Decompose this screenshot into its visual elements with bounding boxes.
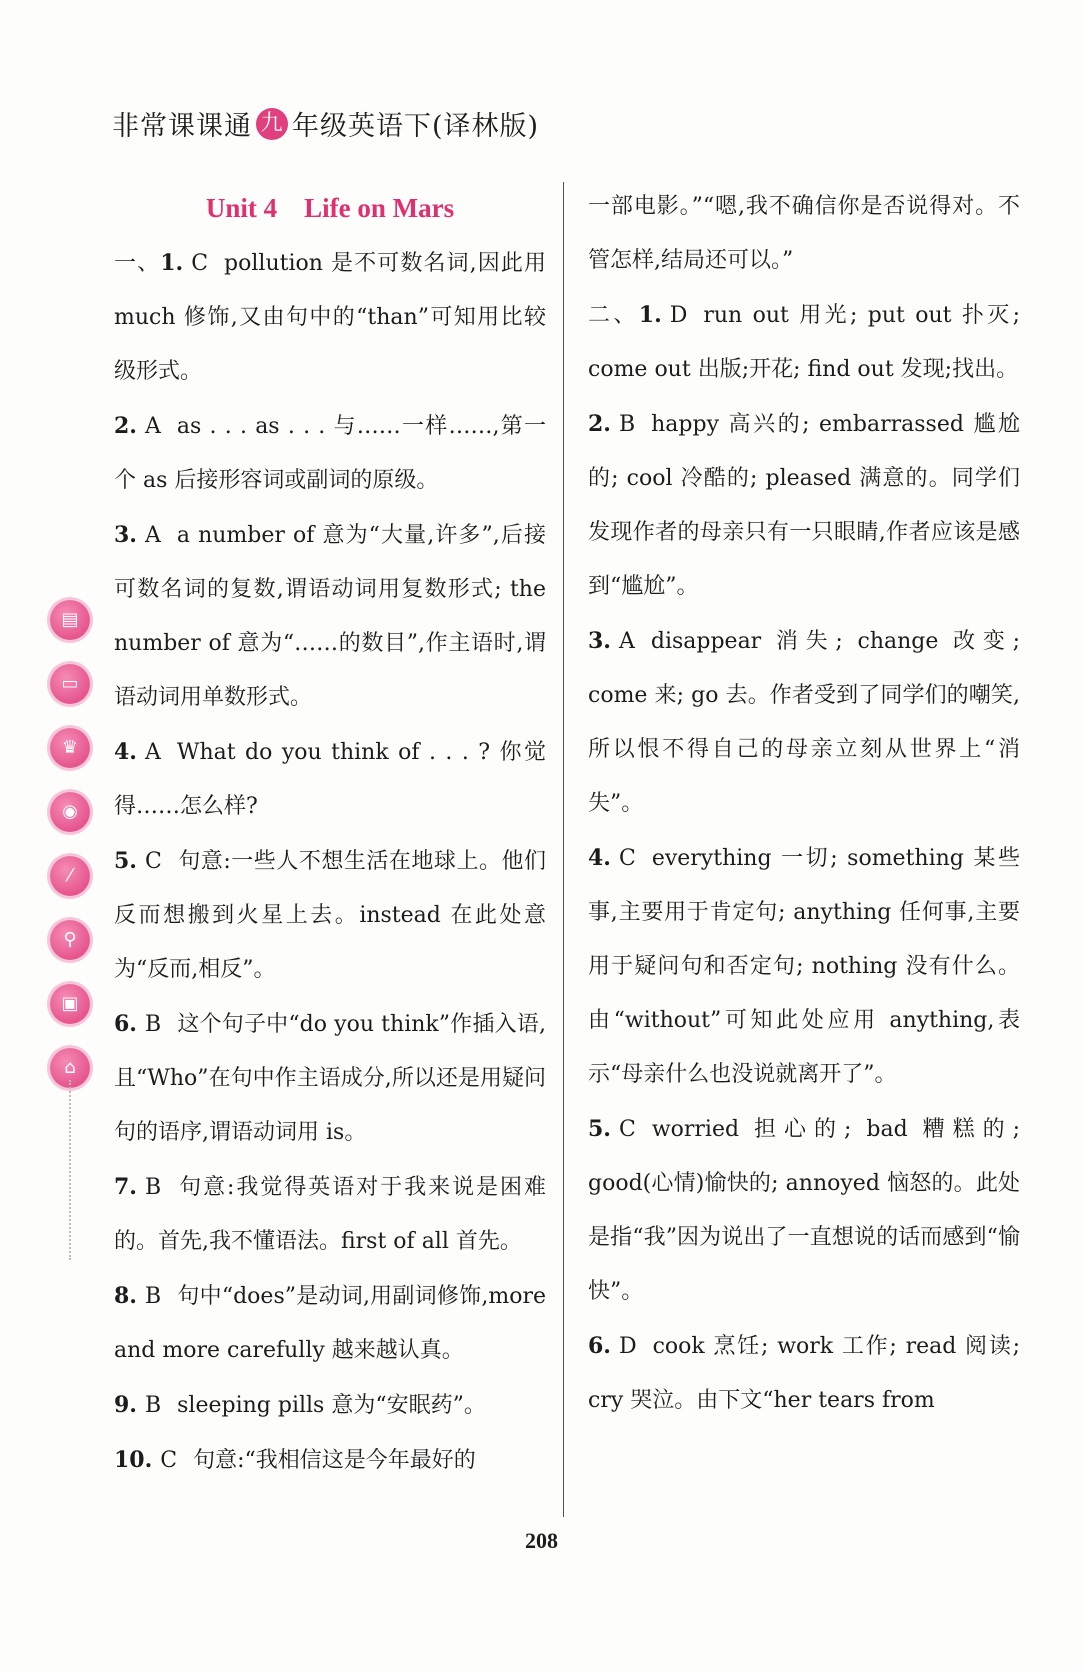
answer-item: 4. A What do you think of . . . ? 你觉得……怎么样?: [114, 739, 546, 819]
answer-item: 9. B sleeping pills 意为“安眠药”。: [114, 1392, 486, 1418]
book-subtitle: 年级英语下(译林版): [292, 111, 540, 142]
right-column: [588, 180, 1020, 1428]
answer-item: 6. B 这个句子中“do you think”作插入语,且“Who”在句中作主语成分,所以还是用疑问句的语序,谓语动词用 is。: [114, 1011, 546, 1145]
camera-icon: ◉: [50, 792, 90, 832]
side-dotted-line: [69, 1080, 73, 1260]
ruler-icon: ⁄: [50, 856, 90, 896]
answer-item: 2. A as . . . as . . . 与……一样……,第一个 as 后接形容词或副词的原级。: [114, 413, 546, 493]
answer-item: 5. C 句意:一些人不想生活在地球上。他们反而想搬到火星上去。instead 在此处意为“反而,相反”。: [114, 848, 546, 982]
answer-item: 7. B 句意:我觉得英语对于我来说是困难的。首先,我不懂语法。first of all 首先。: [114, 1174, 546, 1254]
section-marker: 二、: [588, 303, 639, 328]
grade-badge: 九: [256, 108, 288, 140]
book-icon: ▤: [50, 600, 90, 640]
section-marker: 一、: [114, 251, 161, 276]
column-divider: [563, 182, 564, 1517]
book-series-title: 非常课课通: [112, 111, 252, 142]
card-icon: ▣: [50, 984, 90, 1024]
continuation-text: 一部电影。”“嗯,我不确信你是否说得对。不管怎样,结局还可以。”: [588, 194, 1020, 273]
page-header: [112, 104, 539, 143]
answer-item: 6. D cook 烹饪; work 工作; read 阅读; cry 哭泣。由下文“her tears from: [588, 1333, 1020, 1413]
answer-item: 5. C worried 担心的; bad 糟糕的; good(心情)愉快的; annoyed 恼怒的。此处是指“我”因为说出了一直想说的话而感到“愉快”。: [588, 1116, 1020, 1304]
answer-item: 3. A a number of 意为“大量,许多”,后接可数名词的复数,谓语动词用复数形式; the number of 意为“……的数目”,作主语时,谓语动词用单数形式。: [114, 522, 546, 710]
magnifier-icon: ⚲: [50, 920, 90, 960]
left-column: [114, 180, 546, 1488]
answer-item: 10. C 句意:“我相信这是今年最好的: [114, 1447, 476, 1473]
answer-item: 一、1. C pollution 是不可数名词,因此用 much 修饰,又由句中的“than”可知用比较级形式。: [114, 250, 546, 384]
answer-item: 2. B happy 高兴的; embarrassed 尴尬的; cool 冷酷的; pleased 满意的。同学们发现作者的母亲只有一只眼睛,作者应该是感到“尴尬”。: [588, 411, 1020, 599]
unit-title: Unit 4 Life on Mars: [205, 193, 455, 223]
answer-item: 4. C everything 一切; something 某些事,主要用于肯定句; anything 任何事,主要用于疑问句和否定句; nothing 没有什么。由“without”可知此处应用 anything,表示“母亲什么也没说就离开了”。: [588, 845, 1020, 1087]
answer-item: 8. B 句中“does”是动词,用副词修饰,more and more carefully 越来越认真。: [114, 1283, 546, 1363]
page-number: 208: [525, 1528, 558, 1553]
answer-item: 二、1. D run out 用光; put out 扑灭; come out 出版;开花; find out 发现;找出。: [588, 302, 1020, 382]
trophy-icon: ♛: [50, 728, 90, 768]
tv-icon: ▭: [50, 664, 90, 704]
answer-item: 3. A disappear 消失; change 改变; come 来; go 去。作者受到了同学们的嘲笑,所以恨不得自己的母亲立刻从世界上“消失”。: [588, 628, 1020, 816]
side-icon-strip: [50, 600, 94, 1112]
home-icon: ⌂: [50, 1048, 90, 1088]
